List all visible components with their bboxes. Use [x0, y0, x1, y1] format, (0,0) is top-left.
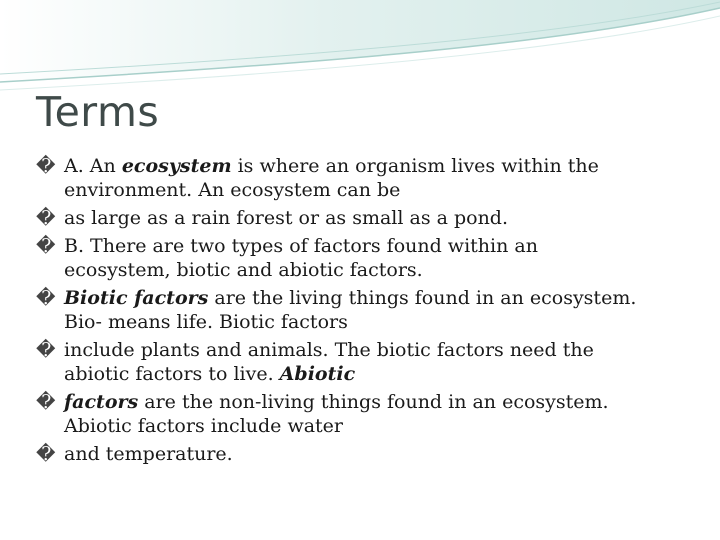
bullet-line — [64, 154, 708, 178]
bullet-line — [64, 390, 708, 414]
bullet-glyph-icon — [36, 234, 64, 258]
bullet-line — [64, 338, 708, 362]
text-segment: environment. An ecosystem can be — [64, 179, 401, 201]
text-segment: Abiotic factors include water — [64, 415, 344, 437]
bullet-line — [64, 362, 708, 386]
emphasized-term: ecosystem — [121, 155, 232, 177]
text-segment: Bio- means life. Biotic factors — [64, 311, 348, 333]
text-segment: is where an organism lives within the — [231, 155, 599, 177]
emphasized-term: Abiotic — [279, 363, 356, 385]
bullet-item — [36, 286, 708, 334]
bullet-line — [64, 442, 708, 466]
text-segment: and temperature. — [64, 443, 233, 465]
bullet-item — [36, 338, 708, 386]
bullet-item — [36, 154, 708, 202]
bullet-line — [64, 414, 708, 438]
bullet-item — [36, 442, 708, 466]
bullet-glyph-icon — [36, 154, 64, 178]
emphasized-term: factors — [64, 391, 139, 413]
bullet-glyph-icon — [36, 286, 64, 310]
bullet-line — [64, 258, 708, 282]
bullet-line — [64, 178, 708, 202]
bullet-item — [36, 390, 708, 438]
bullet-item — [36, 206, 708, 230]
bullet-list — [36, 154, 708, 470]
bullet-line — [64, 286, 708, 310]
text-segment: abiotic factors to live. — [64, 363, 280, 385]
bullet-glyph-icon — [36, 206, 64, 230]
bullet-glyph-icon — [36, 338, 64, 362]
bullet-line — [64, 310, 708, 334]
bullet-item — [36, 234, 708, 282]
text-segment: ecosystem, biotic and abiotic factors. — [64, 259, 423, 281]
bullet-glyph-icon — [36, 442, 64, 466]
text-segment: B. There are two types of factors found within an — [64, 235, 538, 257]
bullet-line — [64, 206, 708, 230]
slide-title: Terms — [36, 88, 160, 136]
text-segment: as large as a rain forest or as small as a pond. — [64, 207, 509, 229]
bullet-line — [64, 234, 708, 258]
text-segment: include plants and animals. The biotic factors need the — [64, 339, 594, 361]
text-segment: are the non-living things found in an ecosystem. — [138, 391, 609, 413]
emphasized-term: Biotic factors — [64, 287, 209, 309]
text-segment: A. An — [64, 155, 122, 177]
text-segment: are the living things found in an ecosystem. — [208, 287, 637, 309]
bullet-glyph-icon — [36, 390, 64, 414]
